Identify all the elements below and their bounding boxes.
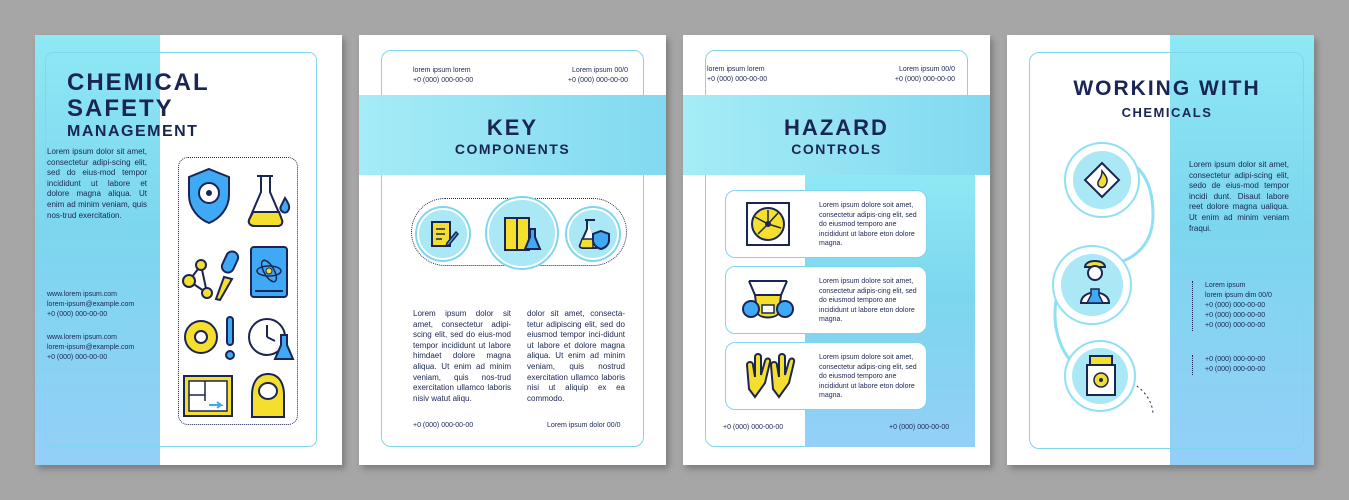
biohazard-shield-icon (183, 165, 235, 227)
title-line-1: CHEMICAL (67, 69, 210, 96)
control-item-text: Lorem ipsum dolore soit amet, consectetur adipis-cing elit, sed do eiusmod temporo ane incididunt ut labore eton dolore magna. (819, 202, 917, 247)
header-phone: +0 (000) 000-00-00 (413, 77, 474, 84)
header-right (566, 66, 628, 86)
flask-shield-icon (577, 217, 611, 251)
contact-phone: +0 (000) 000-00-00 (1205, 322, 1266, 329)
page-subtitle: CONTROLS (791, 141, 882, 157)
brochure-page-hazard-controls (683, 35, 990, 465)
body-text: Lorem ipsum dolor sit amet, consectetur adipi-scing elit, sed do eius-mod tempor incididunt ut labore et dolore magna aliqua. Ut enim ad minim veniam, quis nos-trud exercitation. (47, 147, 147, 220)
contact-email: lorem-ipsum@example.com (47, 301, 135, 308)
footer-right: +0 (000) 000-00-00 (889, 424, 950, 431)
header-right (893, 65, 955, 85)
flask-drop-icon (243, 172, 293, 230)
header-left (707, 65, 767, 85)
contact-phone: +0 (000) 000-00-00 (1205, 366, 1266, 373)
header-phone: +0 (000) 000-00-00 (894, 76, 955, 83)
page-title: WORKING WITH (1073, 77, 1261, 100)
page-title: HAZARD (784, 115, 889, 140)
header-text: lorem ipsum lorem (413, 67, 471, 74)
page-subtitle: CHEMICALS (1121, 105, 1213, 120)
exhaust-fan-icon (745, 201, 791, 247)
header-left (413, 66, 473, 86)
contact-email: lorem-ipsum@example.com (47, 344, 135, 351)
atom-book-icon (247, 243, 291, 301)
fire-diamond-icon (1083, 161, 1121, 199)
cabinet-flask-icon (502, 215, 542, 253)
document-pencil-icon (429, 219, 459, 251)
contact-phone: +0 (000) 000-00-00 (47, 311, 108, 318)
molecule-icon (181, 251, 213, 301)
title-line-2: SAFETY (67, 95, 174, 122)
contact-phone: +0 (000) 000-00-00 (1205, 312, 1266, 319)
contact-text: Lorem ipsum (1205, 282, 1246, 289)
control-item-text: Lorem ipsum dolore soit amet, consectetur adipis-cing elit, sed do eiusmod temporo ane incididunt ut labore eton dolore magna. (819, 278, 917, 323)
brochure-page-key-components (359, 35, 666, 465)
footer-right: Lorem ipsum dolor 00/0 (547, 422, 621, 429)
floor-plan-icon (181, 373, 235, 419)
contact-phone: +0 (000) 000-00-00 (1205, 356, 1266, 363)
page-title: KEY (486, 115, 539, 140)
contact-block-2 (47, 333, 157, 363)
contact-phone: +0 (000) 000-00-00 (47, 354, 108, 361)
contact-block-2 (1192, 355, 1265, 375)
biohazard-container-icon (1084, 353, 1118, 399)
biohazard-exclamation-icon (181, 313, 241, 365)
body-text: Lorem ipsum dolor sit amet, consectetur adipi-scing elit, sedo de eius-mod tempor incidi dunt. Disaut labore reet dolore magna ualiqua. Ut enim ad minim veniam fraqui. (1189, 160, 1289, 233)
contact-block-1 (47, 290, 157, 320)
header-text: Lorem ipsum 00/0 (571, 67, 628, 74)
pipette-icon (210, 247, 244, 303)
contact-website: www.lorem ipsum.com (47, 334, 118, 341)
brochure-page-chemical-safety (35, 35, 342, 465)
header-phone: +0 (000) 000-00-00 (707, 76, 768, 83)
body-column-1: Lorem ipsum dolor sit amet, consectetur adipi-scing elit, sed do eius-mod tempor incididunt ut labore himdaet dolore magna aliqua. Ut enim ad minim veniam, quis nos-trud exercitation ullamco laboris nisiv watut aliqu. (413, 309, 511, 403)
contact-block-1 (1192, 281, 1272, 331)
header-text: Lorem ipsum 00/0 (898, 66, 955, 73)
clock-flask-icon (245, 313, 295, 365)
body-column-2: dolor sit amet, consecta-tetur adipiscing elit, sed do eiusmod tempor inci-didunt ut labore et dolore magna aliqua. Ut enim ad minim veniam, quis nostrud exercitation ullamco laboris nisi ut aliquip ex ea commodo. (527, 309, 625, 403)
header-phone: +0 (000) 000-00-00 (567, 77, 628, 84)
control-item-text: Lorem ipsum dolore soit amet, consectetur adipis-cing elit, sed do eiusmod temporo ane incididunt ut labore eton dolore magna. (819, 354, 917, 399)
contact-text: lorem ipsum dim 00/0 (1205, 292, 1272, 299)
footer-left: +0 (000) 000-00-00 (723, 424, 784, 431)
contact-phone: +0 (000) 000-00-00 (1205, 302, 1266, 309)
gloves-icon (743, 349, 797, 403)
gas-mask-icon (741, 275, 795, 325)
title-line-3: MANAGEMENT (67, 123, 199, 140)
hazmat-hood-icon (247, 371, 289, 421)
footer-left: +0 (000) 000-00-00 (413, 422, 474, 429)
contact-website: www.lorem ipsum.com (47, 291, 118, 298)
page-subtitle: COMPONENTS (454, 141, 571, 157)
worker-icon (1077, 255, 1113, 315)
header-text: lorem ipsum lorem (707, 66, 765, 73)
brochure-page-working-with-chemicals (1007, 35, 1314, 465)
